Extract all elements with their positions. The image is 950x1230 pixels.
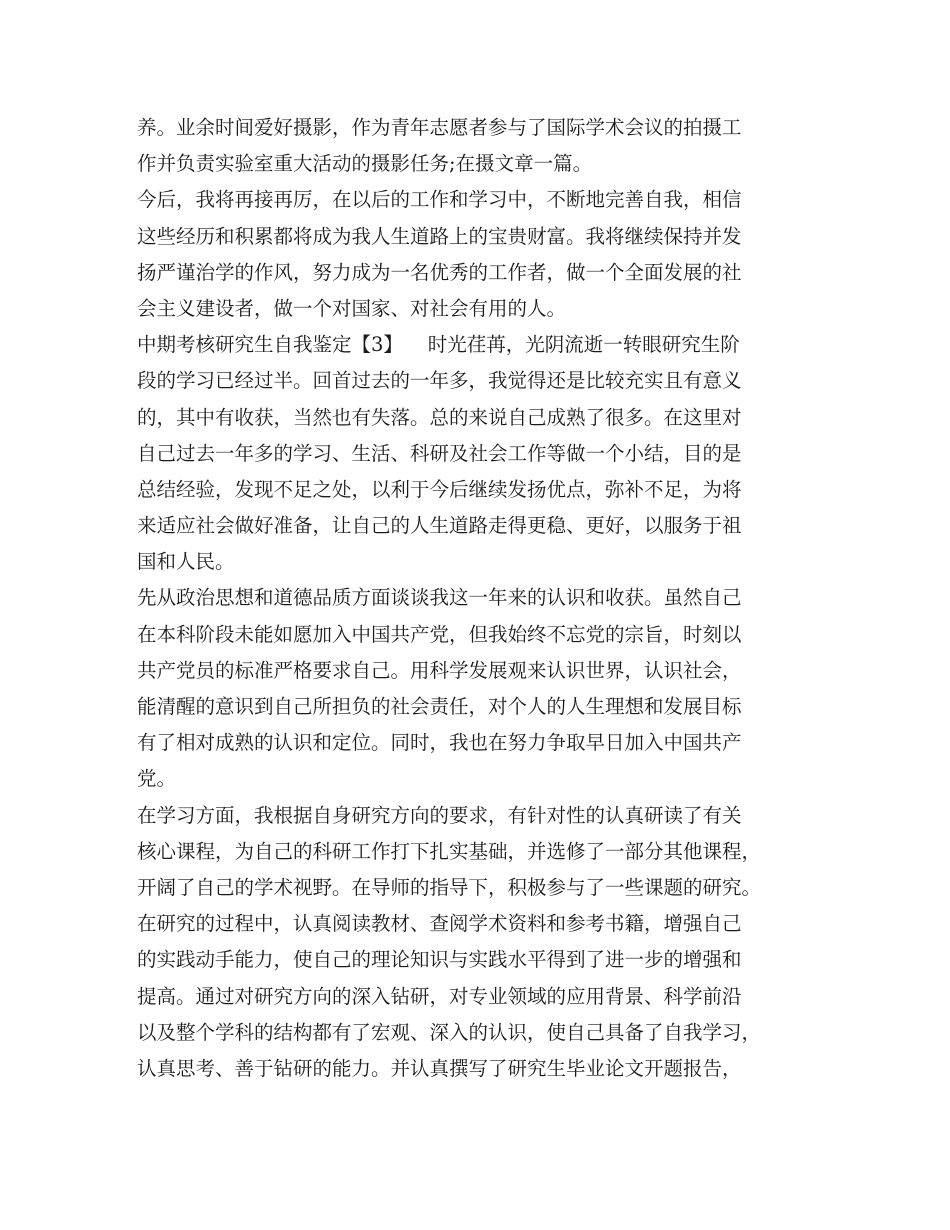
text-line: 核心课程，为自己的科研工作打下扎实基础，并选修了一部分其他课程， [137,839,762,863]
text-line: 总结经验，发现不足之处，以利于今后继续发扬优点，弥补不足，为将 [137,477,742,501]
text-line: 自己过去一年多的学习、生活、科研及社会工作等做一个小结，目的是 [137,441,742,465]
text-line: 的，其中有收获，当然也有失落。总的来说自己成熟了很多。在这里对 [137,405,742,429]
text-line: 以及整个学科的结构都有了宏观、深入的认识，使自己具备了自我学习， [137,1020,762,1044]
body-text [137,110,817,1087]
text-line: 有了相对成熟的认识和定位。同时，我也在努力争取早日加入中国共产 [137,731,742,755]
text-line: 作并负责实验室重大活动的摄影任务;在摄文章一篇。 [137,152,593,176]
text-line: 在学习方面，我根据自身研究方向的要求，有针对性的认真研读了有关 [137,803,742,827]
text-line: 党。 [137,767,177,791]
text-line: 认真思考、善于钻研的能力。并认真撰写了研究生毕业论文开题报告， [137,1056,742,1080]
section-heading-line: 中期考核研究生自我鉴定【3】 时光荏苒，光阴流逝一转眼研究生阶 [137,333,740,357]
text-line: 提高。通过对研究方向的深入钻研，对专业领域的应用背景、科学前沿 [137,984,742,1008]
text-line: 会主义建设者，做一个对国家、对社会有用的人。 [137,296,567,320]
text-line: 在研究的过程中，认真阅读教材、查阅学术资料和参考书籍，增强自己 [137,912,742,936]
text-line: 在本科阶段未能如愿加入中国共产党，但我始终不忘党的宗旨，时刻以 [137,622,742,646]
text-line: 的实践动手能力，使自己的理论知识与实践水平得到了进一步的增强和 [137,948,742,972]
text-line: 先从政治思想和道德品质方面谈谈我这一年来的认识和收获。虽然自己 [137,586,742,610]
text-line: 养。业余时间爱好摄影，作为青年志愿者参与了国际学术会议的拍摄工 [137,116,742,139]
text-line: 这些经历和积累都将成为我人生道路上的宝贵财富。我将继续保持并发 [137,224,742,248]
text-line: 扬严谨治学的作风，努力成为一名优秀的工作者，做一个全面发展的社 [137,260,742,284]
text-line: 段的学习已经过半。回首过去的一年多，我觉得还是比较充实且有意义 [137,369,742,393]
text-line: 开阔了自己的学术视野。在导师的指导下，积极参与了一些课题的研究。 [137,875,762,899]
text-line: 能清醒的意识到自己所担负的社会责任，对个人的人生理想和发展目标 [137,695,742,718]
text-line: 国和人民。 [137,550,235,574]
text-line: 共产党员的标准严格要求自己。用科学发展观来认识世界，认识社会， [137,658,742,682]
text-line: 来适应社会做好准备，让自己的人生道路走得更稳、更好，以服务于祖 [137,514,742,538]
text-line: 今后，我将再接再厉，在以后的工作和学习中，不断地完善自我，相信 [137,188,742,212]
